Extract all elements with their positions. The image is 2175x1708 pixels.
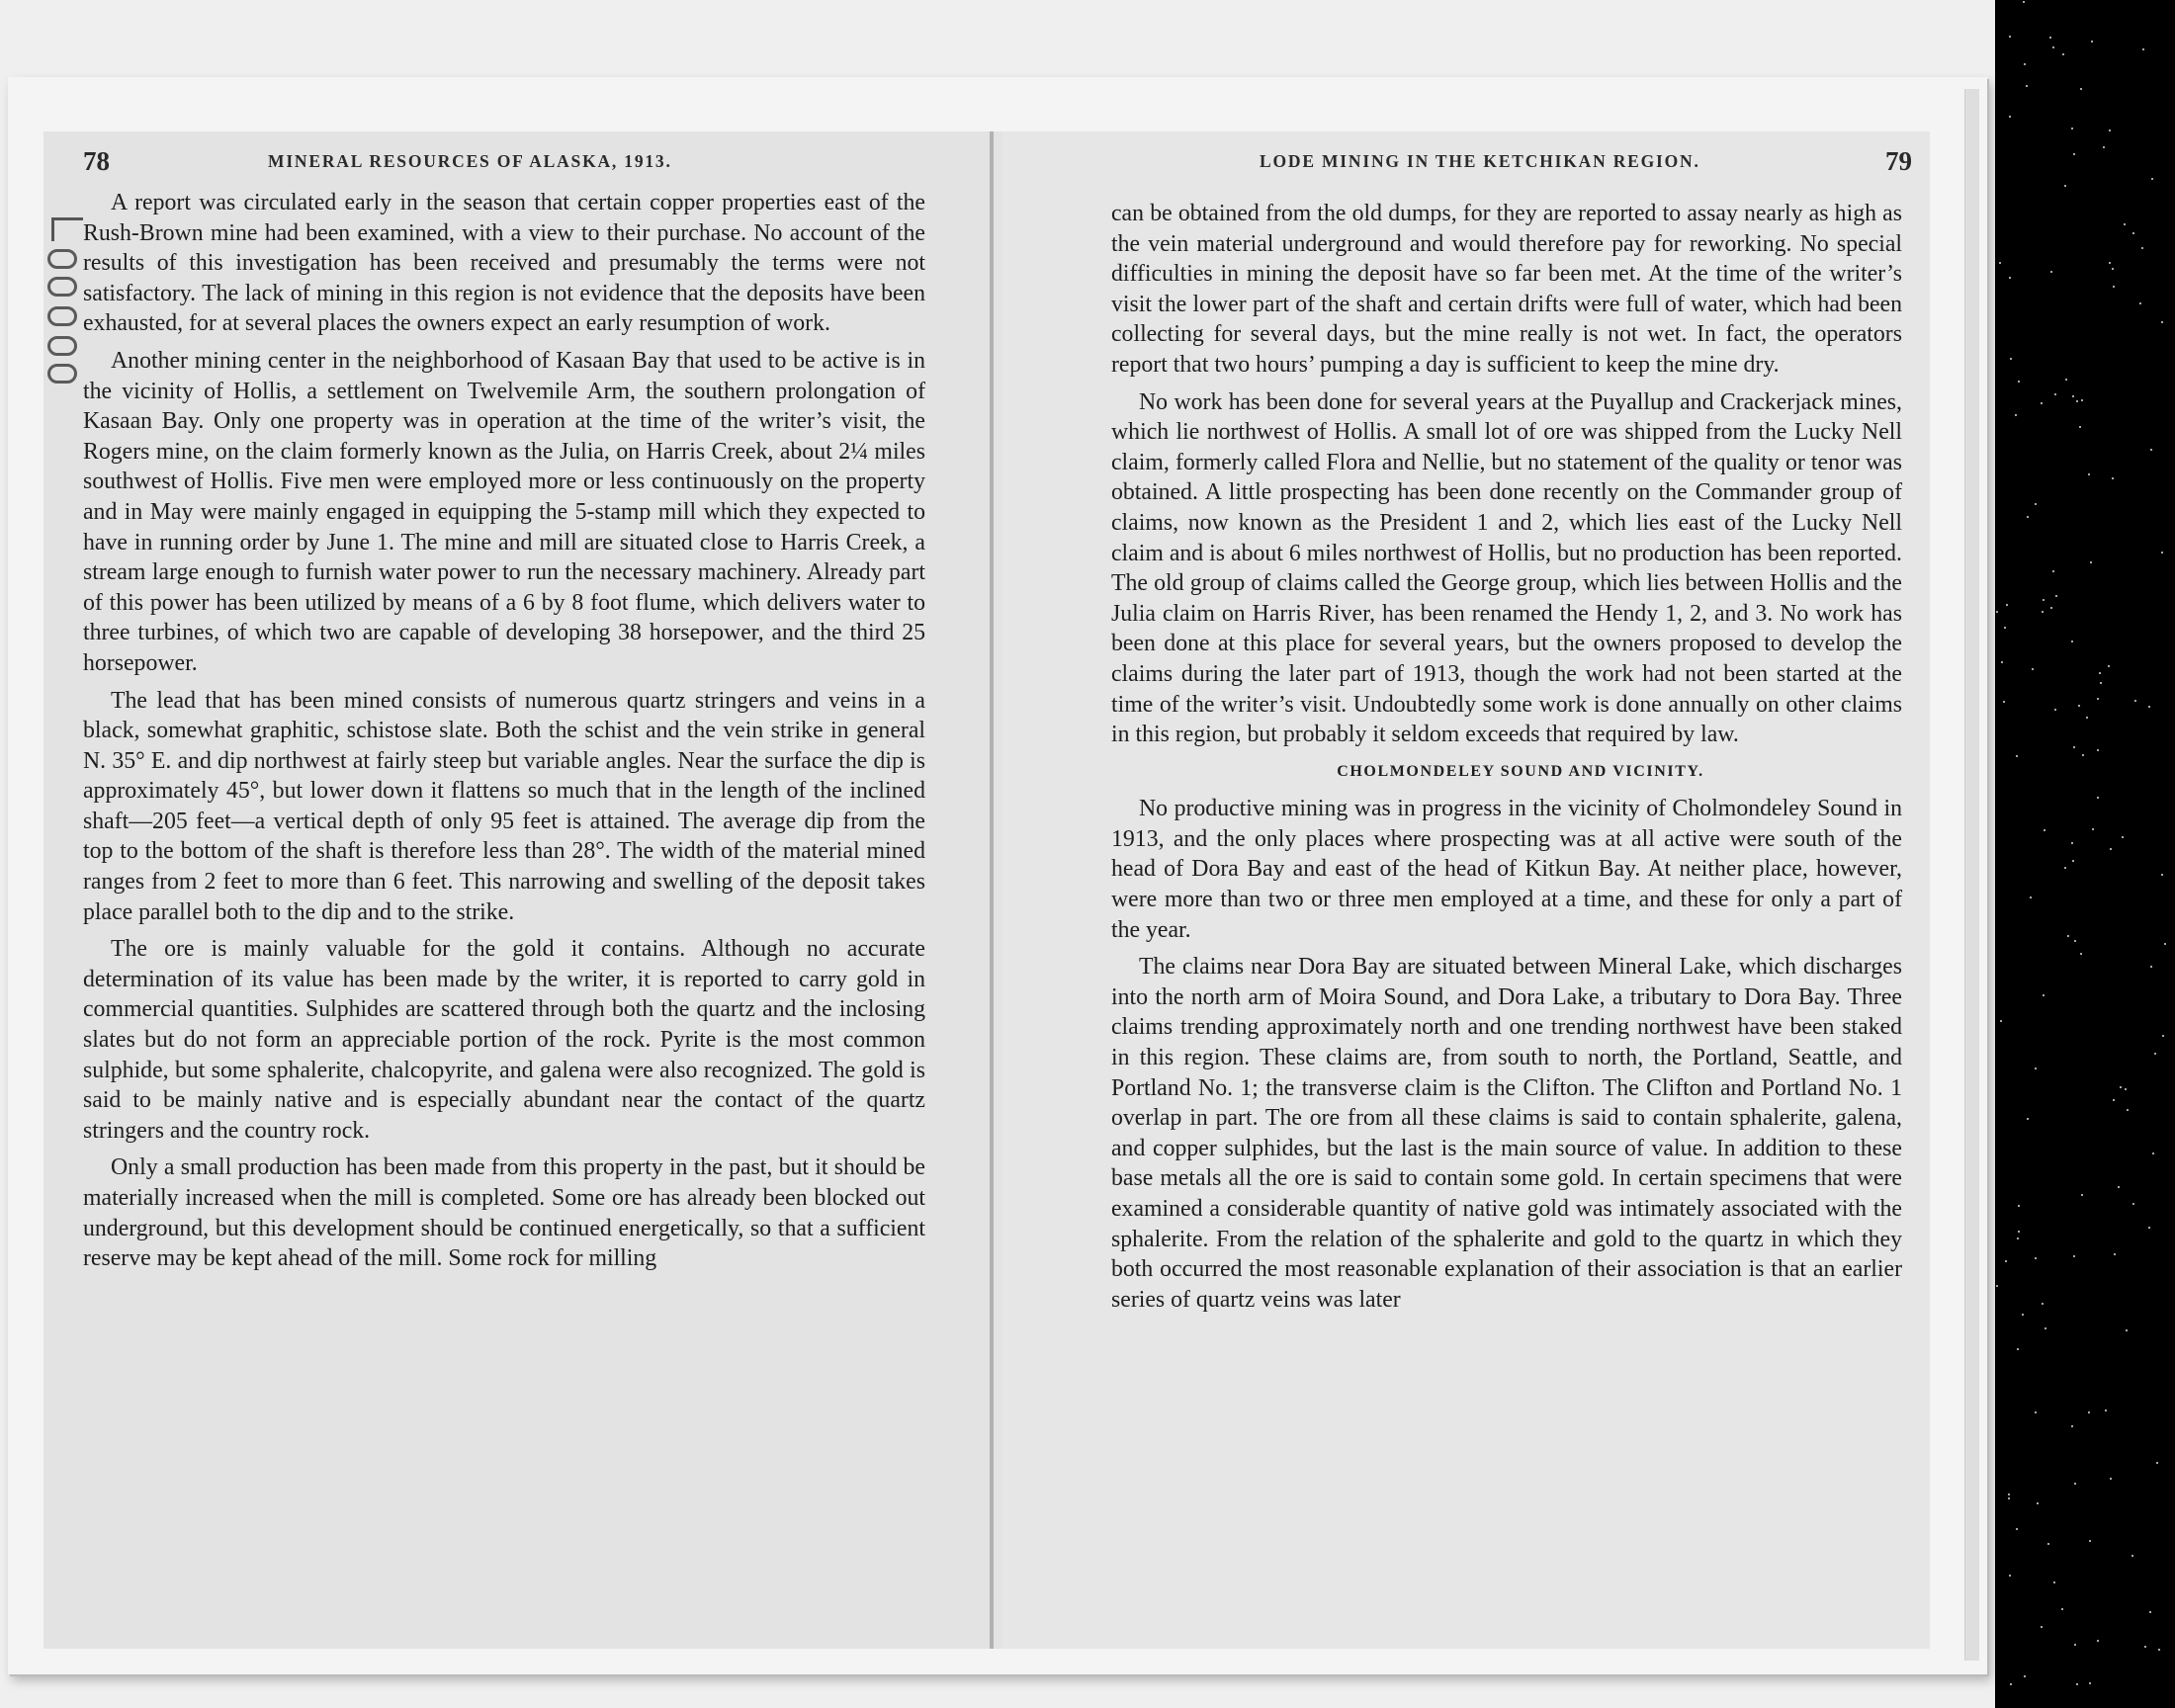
speckle-dot: [2110, 1478, 2112, 1480]
speckle-dot: [2004, 627, 2006, 629]
right-running-title: LODE MINING IN THE KETCHIKAN REGION.: [1260, 151, 1700, 171]
speckle-dot: [2049, 37, 2051, 39]
speckle-dot: [2016, 755, 2018, 757]
section-heading: CHOLMONDELEY SOUND AND VICINITY.: [1337, 762, 1704, 780]
speckle-dot: [2071, 1425, 2073, 1427]
speckle-dot: [2065, 379, 2067, 381]
speckle-dot: [2054, 393, 2056, 395]
speckle-dot: [2009, 116, 2011, 118]
speckle-dot: [2078, 705, 2080, 707]
punch-hole-mark: [47, 364, 77, 384]
speckle-dot: [1999, 262, 2001, 264]
speckle-dot: [2161, 874, 2163, 876]
speckle-dot: [2061, 1608, 2063, 1610]
speckle-dot: [2035, 1257, 2037, 1259]
speckle-dot: [2009, 277, 2011, 279]
speckle-dot: [2072, 395, 2074, 397]
speckle-dot: [2053, 1581, 2055, 1583]
left-text-column: [83, 188, 925, 1274]
speckle-dot: [2124, 223, 2126, 225]
speckle-dot: [2064, 185, 2066, 187]
punch-hole-mark: [47, 306, 77, 326]
right-running-head: [1260, 136, 1912, 186]
speckle-dot: [2125, 1088, 2127, 1090]
speckle-dot: [2088, 1411, 2090, 1413]
speckle-dot: [2091, 41, 2093, 43]
speckle-dot: [2081, 1194, 2083, 1196]
speckle-dot: [2024, 1675, 2026, 1677]
book-gutter: [990, 131, 994, 1649]
speckle-dot: [2081, 399, 2083, 401]
speckle-dot: [2043, 994, 2044, 996]
speckle-dot: [2042, 1303, 2044, 1305]
margin-bracket: [51, 217, 83, 220]
speckle-dot: [2071, 640, 2073, 642]
paragraph: The claims near Dora Bay are situated between Mineral Lake, which discharges into the north arm of Moira Sound, and Dora Lake, a tributary to Dora Bay. Three claims trending approximately north and one trending northwest have been staked in this region. These claims are, from south to north, the Portland, Seattle, and Portland No. 1; the transverse claim is the Clifton. The Clifton and Portland No. 1 overlap in part. The ore from all these claims is said to contain sphalerite, galena, and copper sulphides, but the last is the main source of value. In addition to these base metals all the ore is said to contain some gold. In certain specimens that were examined a considerable quantity of native gold was intimately associated with the sphalerite. From the relation of the sphalerite and gold to the quartz in which they both occurred the most reasonable explanation of their association is that an earlier series of quartz veins was later: [1111, 954, 1902, 1313]
speckle-dot: [2089, 1682, 2091, 1684]
speckle-dot: [2113, 286, 2115, 288]
speckle-dot: [2042, 611, 2044, 613]
speckle-dot: [2071, 128, 2073, 129]
speckle-dot: [2151, 178, 2153, 180]
speckle-dot: [2009, 36, 2011, 38]
right-text-column: [1111, 199, 1902, 1315]
speckle-dot: [2161, 552, 2163, 554]
left-running-title: MINERAL RESOURCES OF ALASKA, 1913.: [268, 151, 672, 171]
speckle-dot: [2022, 1314, 2024, 1316]
paragraph: The lead that has been mined consists of numerous quartz stringers and veins in a black, somewhat graphitic, schistose slate. Both the schist and the vein strike in general N. 35° E. and dip northwest at fairly steep but variable angles. Near the surface the dip is approximately 45°, but lower down it flattens so much that in the length of the inclined shaft—205 feet—a vertical depth of only 95 feet is attained. The average dip from the top to the bottom of the shaft is therefore less than 28°. The width of the material mined ranges from 2 feet to more than 6 feet. This narrowing and swelling of the deposit takes place parallel both to the dip and to the strike.: [83, 687, 925, 925]
speckle-dot: [2023, 1, 2025, 3]
speckle-dot: [1996, 611, 1998, 613]
speckle-dot: [2080, 953, 2082, 955]
speckle-dot: [2010, 358, 2012, 360]
speckle-dot: [2006, 604, 2008, 606]
speckle-dot: [2086, 717, 2088, 719]
paragraph: The ore is mainly valuable for the gold it contains. Although no accurate determination of its value has been made by the writer, it is reported to carry gold in commercial quantities. Sulphides are scattered through both the quartz and the inclosing slates but do not form an appreciable portion of the rock. Pyrite is the most common sulphide, but some sphalerite, chalcopyrite, and galena were also recognized. The gold is said to be mainly native and is especially abundant near the contact of the quartz stringers and the country rock.: [83, 936, 925, 1144]
speckle-dot: [2158, 1649, 2160, 1651]
speckle-dot: [2064, 867, 2066, 869]
speckle-dot: [2141, 247, 2143, 249]
speckle-dot: [2112, 268, 2114, 270]
speckle-dot: [2112, 477, 2114, 479]
speckle-dot: [2001, 661, 2003, 663]
speckle-dot: [2074, 1483, 2076, 1485]
left-running-head: [83, 136, 896, 186]
speckle-dot: [2008, 1497, 2010, 1499]
speckle-dot: [2103, 146, 2105, 148]
speckle-dot: [2092, 828, 2094, 830]
speckle-dot: [2017, 1238, 2019, 1239]
speckle-dot: [2015, 414, 2017, 416]
paragraph: Only a small production has been made from this property in the past, but it should be materially increased when the mill is completed. Some ore has already been blocked out underground, but this development should be continued energetically, so that a sufficient reserve may be kept ahead of the mill. Some rock for milling: [83, 1154, 925, 1272]
speckle-dot: [2010, 1683, 2012, 1685]
punch-hole-mark: [47, 336, 77, 356]
speckle-dot: [2062, 53, 2064, 55]
speckle-dot: [2041, 402, 2043, 404]
speckle-dot: [2009, 1575, 2011, 1577]
speckle-dot: [2156, 1462, 2158, 1464]
speckle-dot: [2149, 1611, 2151, 1613]
speckle-dot: [2073, 746, 2075, 748]
speckle-dot: [2030, 897, 2032, 898]
margin-bracket-stem: [51, 217, 54, 241]
speckle-dot: [2003, 701, 2005, 703]
speckle-dot: [2024, 63, 2026, 65]
speckle-dot: [1996, 1285, 1998, 1287]
speckle-dot: [2108, 665, 2110, 667]
speckle-dot: [2018, 381, 2020, 383]
speckle-dot: [2044, 829, 2045, 831]
speckle-dot: [2089, 1540, 2091, 1542]
speckle-dot: [2142, 48, 2144, 50]
speckle-dot: [2120, 1086, 2122, 1088]
punch-hole-mark: [47, 277, 77, 297]
speckle-dot: [2080, 88, 2082, 90]
speckle-dot: [2099, 672, 2101, 674]
speckle-dot: [2154, 1053, 2156, 1055]
speckle-dot: [2017, 1348, 2019, 1350]
paragraph: Another mining center in the neighborhood of Kasaan Bay that used to be active is in the vicinity of Hollis, a settlement on Twelvemile Arm, the southern prolongation of Kasaan Bay. Only one property was in operation at the time of the writer’s visit, the Rogers mine, on the claim formerly known as the Julia, on Harris Creek, about 2¼ miles southwest of Hollis. Five men were employed more or less continuously on the property and in May were mainly engaged in equipping the 5-stamp mill which they expected to have in running order by June 1. The mine and mill are situated close to Harris Creek, a stream large enough to furnish water power to run the necessary machinery. Already part of this power has been utilized by means of a 6 by 8 foot flume, which delivers water to three turbines, of which two are capable of developing 38 horsepower, and the third 25 horsepower.: [83, 347, 925, 676]
speckle-dot: [2027, 516, 2029, 518]
speckle-dot: [2035, 503, 2037, 505]
speckle-dot: [2162, 1035, 2164, 1037]
speckle-dot: [2073, 153, 2075, 155]
speckle-dot: [2071, 842, 2073, 844]
speckle-dot: [2105, 1409, 2107, 1411]
speckle-dot: [2097, 797, 2099, 799]
speckle-dot: [2132, 1555, 2133, 1557]
speckle-dot: [2018, 1231, 2020, 1233]
speckle-dot: [2005, 1260, 2007, 1262]
speckle-dot: [2148, 706, 2150, 708]
paragraph: No work has been done for several years at the Puyallup and Crackerjack mines, which lie northwest of Hollis. A small lot of ore was shipped from the Lucky Nell claim, formerly called Flora and Nellie, but no statement of the quality or tenor was obtained. A little prospecting has been done recently on the Commander group of claims, now known as the President 1 and 2, which lies east of the Lucky Nell claim and is about 6 miles northwest of Hollis, but no production has been reported. The old group of claims called the George group, which lies between Hollis and the Julia claim on Harris River, has been renamed the Hendy 1, 2, and 3. No work has been done at this place for several years, but the owners proposed to develop the claims during the later part of 1913, though the work had not been started at the time of the writer’s visit. Undoubtedly some work is done annually on other claims in this region, but probably it seldom exceeds that required by law.: [1111, 388, 1902, 748]
speckle-dot: [2032, 668, 2034, 670]
speckle-dot: [2055, 595, 2057, 597]
paragraph: No productive mining was in progress in the vicinity of Cholmondeley Sound in 1913, and the only places where prospecting was at all active were south of the head of Dora Bay and east of the head of Kitkun Bay. At neither place, however, were more than two or three men employed at a time, and these for only a part of the year.: [1111, 796, 1902, 943]
speckle-dot: [2097, 698, 2099, 700]
scanned-book-spread: [8, 77, 1987, 1674]
speckle-dot: [2139, 302, 2141, 304]
speckle-dot: [2074, 1644, 2076, 1646]
speckle-dot: [2132, 1203, 2134, 1205]
speckle-dot: [2076, 1683, 2078, 1685]
speckle-dot: [2097, 749, 2099, 751]
paragraph: A report was circulated early in the season that certain copper properties east of the Rush-Brown mine had been examined, with a view to their purchase. No account of the results of this investigation has been received and presumably the terms were not satisfactory. The lack of mining in this region is not evidence that the deposits have been exhausted, for at several places the owners expect an early resumption of work.: [83, 190, 925, 337]
speckle-dot: [2072, 860, 2074, 862]
speckle-dot: [2088, 473, 2090, 475]
speckle-dot: [2082, 754, 2084, 756]
punch-hole-mark: [47, 249, 77, 269]
speckle-dot: [2113, 1099, 2115, 1101]
speckle-dot: [2026, 85, 2028, 87]
speckle-dot: [2037, 1502, 2039, 1504]
speckle-dot: [2100, 682, 2102, 684]
dark-background-strip: [1995, 0, 2175, 1708]
speckle-dot: [2150, 966, 2152, 968]
speckle-dot: [2161, 321, 2163, 323]
speckle-dot: [2047, 1543, 2049, 1545]
speckle-dot: [2126, 1329, 2128, 1331]
speckle-dot: [2144, 1646, 2146, 1648]
speckle-dot: [2067, 935, 2069, 937]
speckle-dot: [2090, 561, 2092, 563]
speckle-dot: [2035, 1068, 2037, 1069]
speckle-dot: [2164, 943, 2166, 945]
speckle-dot: [2073, 1255, 2075, 1257]
speckle-dot: [2050, 607, 2052, 609]
speckle-dot: [2018, 1205, 2020, 1207]
speckle-dot: [2027, 1118, 2029, 1120]
speckle-dot: [2114, 1253, 2116, 1255]
speckle-dot: [2109, 129, 2111, 131]
speckle-dot: [2110, 848, 2112, 850]
speckle-dot: [2079, 426, 2081, 428]
speckle-dot: [2035, 1411, 2037, 1413]
speckle-dot: [2016, 1528, 2018, 1530]
speckle-dot: [2109, 262, 2111, 264]
speckle-dot: [2152, 1153, 2154, 1154]
speckle-dot: [2132, 232, 2134, 234]
speckle-dot: [2044, 1327, 2046, 1329]
speckle-dot: [2054, 709, 2056, 711]
paragraph: can be obtained from the old dumps, for they are reported to assay nearly as high as the vein material underground and would therefore pay for reworking. No special difficulties in mining the deposit have so far been met. At the time of the writer’s visit the lower part of the shaft and certain drifts were full of water, which had been collecting for several days, but the mine really is not wet. In fact, the operators report that two hours’ pumping a day is sufficient to keep the mine dry.: [1111, 201, 1902, 378]
speckle-dot: [2050, 271, 2052, 273]
right-page-number: 79: [1885, 146, 1912, 176]
page-edge: [1964, 89, 1979, 1661]
speckle-dot: [2148, 1227, 2150, 1229]
speckle-dot: [2127, 1109, 2129, 1111]
speckle-dot: [2008, 1494, 2010, 1495]
speckle-dot: [2134, 700, 2136, 702]
left-page-number: 78: [83, 146, 110, 176]
speckle-dot: [2074, 940, 2076, 942]
speckle-dot: [2052, 570, 2054, 572]
speckle-dot: [2041, 1626, 2043, 1628]
speckle-dot: [2150, 449, 2152, 451]
speckle-dot: [2043, 599, 2044, 601]
speckle-dot: [2052, 46, 2054, 48]
speckle-dot: [2122, 836, 2124, 838]
speckle-dot: [2118, 1186, 2120, 1188]
speckle-dot: [2000, 1020, 2002, 1022]
speckle-dot: [2097, 1640, 2099, 1642]
speckle-dot: [2076, 400, 2078, 402]
